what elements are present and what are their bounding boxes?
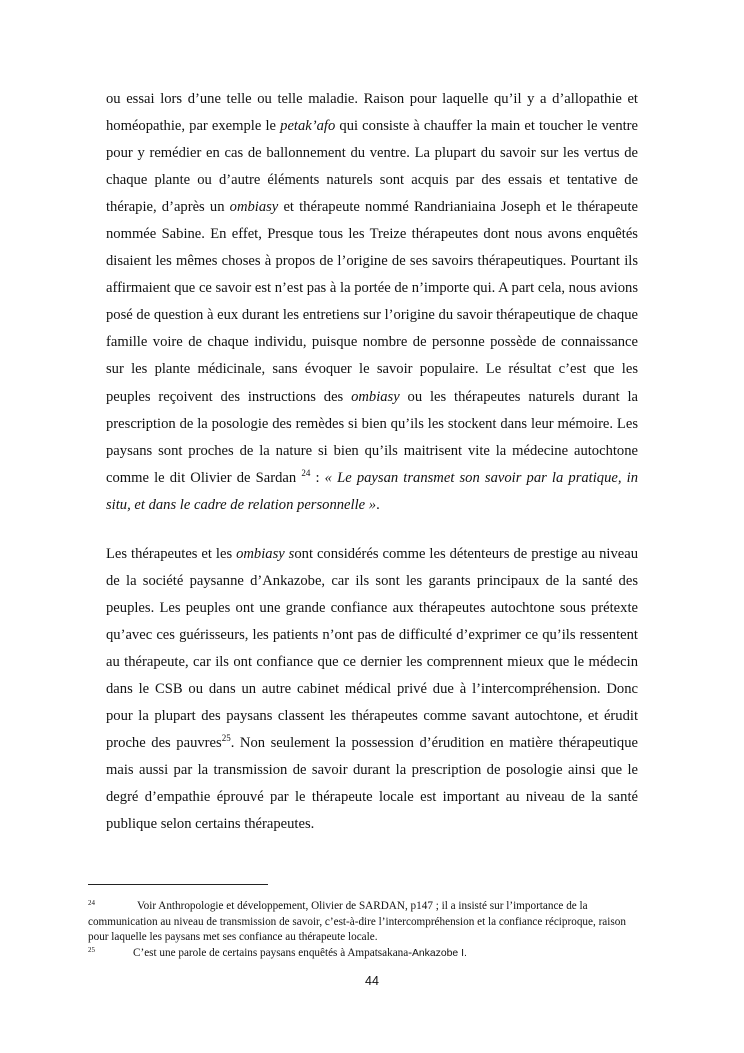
body-paragraph-1 [106,86,638,519]
footnote-reference: 24 [301,467,311,478]
italic-term: ombiasy s [236,546,295,562]
body-paragraph-2 [106,541,638,839]
paragraph-text: ont considérés comme les détenteurs de prestige au niveau de la société paysanne d’Ankazobe, car ils sont les garants principaux de la santé des peuples. Les peuples ont une grande confiance aux thérapeutes autochtone sous prétexte qu’avec ces guérisseurs, les patients n’ont pas de difficulté d’exprimer ce qu’ils ressentent au thérapeute, car ils ont confiance que ce dernier les comprennent mieux que le médecin dans le CSB ou dans un autre cabinet médical privé due à l’intercompréhension. Donc pour la plupart des paysans classent les thérapeutes comme savant autochtone, et érudit proche des pauvres [106,546,638,752]
footnote-reference: 25 [221,733,231,744]
footnote-24 [88,899,644,946]
paragraph-text: Les thérapeutes et les [106,546,237,562]
italic-term: ombiasy [229,199,279,216]
footnote-place: Ankazobe I. [411,947,467,959]
footnote-number: 24 [88,899,95,907]
italic-term: petak’afo [280,118,336,135]
footnote-number: 25 [88,945,95,954]
paragraph-text: . Non seulement la possession d’érudition en matière thérapeutique mais aussi par la transmission de savoir durant la prescription de posologie ainsi que le degré d’empathie éprouvé par le thérapeute locale est important au niveau de la santé publique selon certains thérapeutes. [106,735,638,833]
paragraph-text: : [310,469,325,486]
footnote-25 [88,946,644,962]
footnote-text: C’est une parole de certains paysans enquêtés à Ampatsakana- [133,946,412,959]
paragraph-text: ou les thérapeutes naturels durant la prescription de la posologie des remèdes si bien qu’ils les stockent dans leur mémoire. Les paysans sont proches de la nature si bien qu’ils maitrisent vite la médecine autochtone comme le dit Olivier de Sardan [106,388,638,486]
footnotes [88,899,644,961]
italic-quote: « Le paysan transmet son savoir par la pratique, in situ, et dans le cadre de relation personnelle » [106,469,638,513]
italic-term: ombiasy [351,388,400,405]
footnote-text: Voir Anthropologie et développement, Olivier de SARDAN, p147 ; il a insisté sur l’importance de la communication au niveau de transmission de savoir, c’est-à-dire l’intercompréhension et la confiance réciproque, raison pour laquelle les paysans met ses confiance au thérapeute locale. [88,900,626,943]
paragraph-text: qui consiste à chauffer la main et toucher le ventre pour y remédier en cas de ballonnement du ventre. La plupart du savoir sur les vertus de chaque plante ou d’autre éléments naturels sont acquis par des essais et tentative de thérapie, d’après un [106,118,639,216]
footnote-separator [88,884,268,885]
paragraph-text: . [376,496,380,513]
page-number: 44 [365,974,379,988]
paragraph-text: ou essai lors d’une telle ou telle maladie. Raison pour laquelle qu’il y a d’allopathie et homéopathie, par exemple le [106,91,638,135]
paragraph-text: et thérapeute nommé Randrianiaina Joseph et le thérapeute nommée Sabine. En effet, Presque tous les Treize thérapeutes dont nous avons enquêtés disaient les mêmes choses à propos de l’origine de ses savoirs thérapeutiques. Pourtant ils affirmaient que ce savoir est n’est pas à la portée de n’importe qui. A part cela, nous avions posé de question à eux durant les entretiens sur l’origine du savoir thérapeutique de chaque famille voire de chaque individu, puisque nombre de personne possède de connaissance sur les plante médicinale, sans évoquer le savoir populaire. Le résultat c’est que les peuples reçoivent des instructions des [106,199,638,405]
